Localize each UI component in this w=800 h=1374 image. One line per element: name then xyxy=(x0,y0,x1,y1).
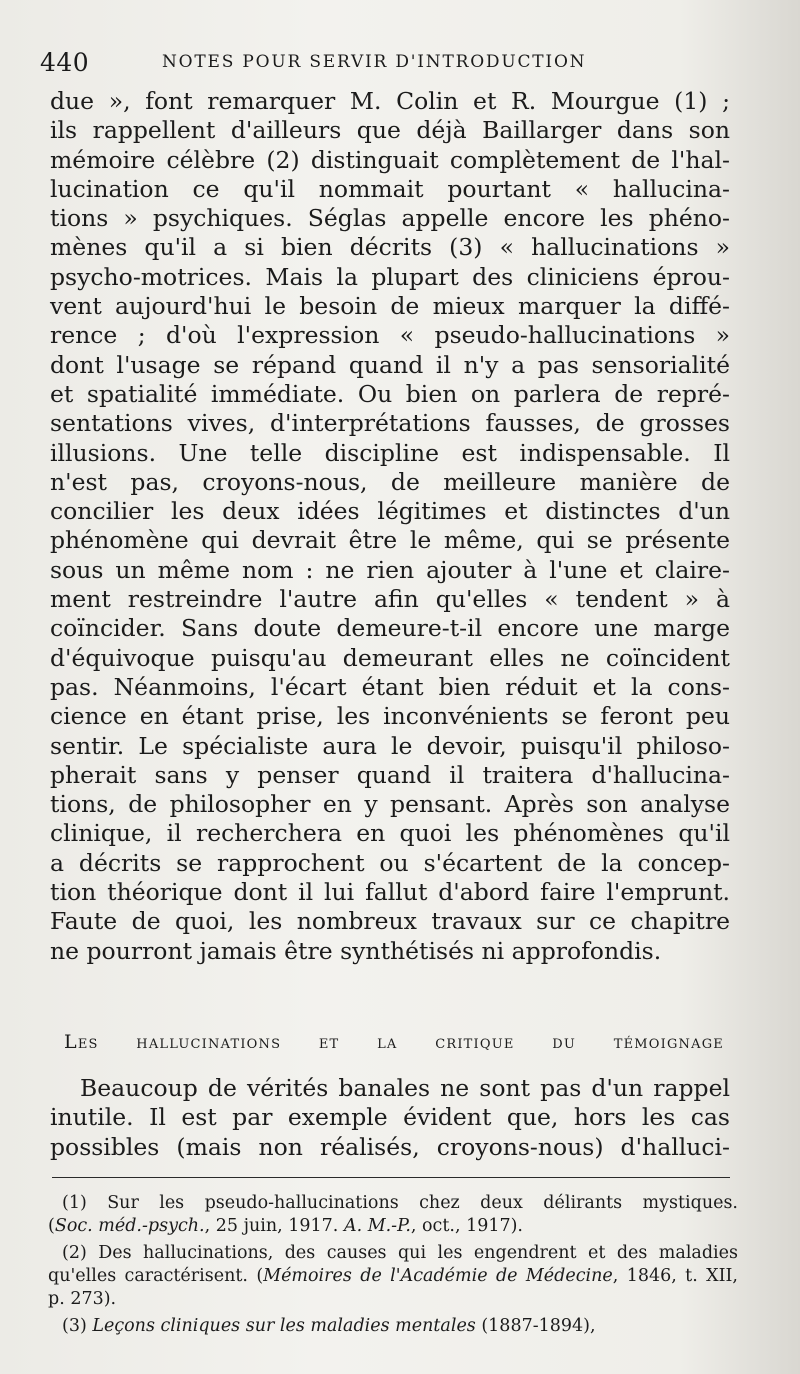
footnote-1-source: A. M.-P. xyxy=(343,1216,411,1236)
text-line: ne pourront jamais être synthétisés ni approfondis. xyxy=(50,936,662,965)
text-line: ment restreindre l'autre afin qu'elles « tendent » à xyxy=(50,585,730,614)
footnote-3-text: (3) xyxy=(62,1316,93,1336)
footnote-1-text: ( xyxy=(48,1216,55,1236)
footnote-3-text: (1887-1894), xyxy=(475,1316,596,1336)
text-line: phénomène qui devrait être le même, qui se présente xyxy=(50,526,730,555)
footnote-1-line xyxy=(48,1215,738,1238)
text-line: pherait sans y penser quand il traitera d'hallucina- xyxy=(50,760,730,789)
text-line: ils rappellent d'ailleurs que déjà Baillarger dans son xyxy=(50,116,730,145)
text-line: possibles (mais non réalisés, croyons-nous) d'halluci- xyxy=(50,1132,730,1161)
section-paragraph xyxy=(50,1074,730,1162)
text-line: coïncider. Sans doute demeure-t-il encore une marge xyxy=(50,614,730,643)
text-line: et spatialité immédiate. Ou bien on parlera de repré- xyxy=(50,379,730,408)
text-line: inutile. Il est par exemple évident que, hors les cas xyxy=(50,1103,730,1132)
text-line: tions » psychiques. Séglas appelle encore les phéno- xyxy=(50,204,730,233)
footnote-1-source: Soc. méd.-psych. xyxy=(54,1216,205,1236)
footnote-1-text: , oct., 1917). xyxy=(410,1216,523,1236)
footnote-3-source: Leçons cliniques sur les maladies mentales xyxy=(92,1316,476,1336)
text-line: Faute de quoi, les nombreux travaux sur ce chapitre xyxy=(50,907,730,936)
text-line: n'est pas, croyons-nous, de meilleure manière de xyxy=(50,467,730,496)
page-number: 440 xyxy=(40,48,90,77)
text-line: psycho-motrices. Mais la plupart des cliniciens éprou- xyxy=(50,262,730,291)
text-line: illusions. Une telle discipline est indispensable. Il xyxy=(50,438,730,467)
footnote-1-line: (1) Sur les pseudo-hallucinations chez deux délirants mystiques. xyxy=(62,1193,738,1213)
text-line: a décrits se rapprochent ou s'écartent de la concep- xyxy=(50,848,730,877)
main-paragraph xyxy=(50,87,730,966)
footnote-2-text: qu'elles caractérisent. ( xyxy=(48,1266,264,1286)
footnote-2-source: Mémoires de l'Académie de Médecine xyxy=(263,1266,613,1286)
text-line: dont l'usage se répand quand il n'y a pas sensorialité xyxy=(50,350,730,379)
footnote-rule xyxy=(52,1177,730,1178)
footnote-2-line: (2) Des hallucinations, des causes qui les engendrent et des maladies xyxy=(62,1243,738,1263)
text-line: clinique, il recherchera en quoi les phénomènes qu'il xyxy=(50,819,730,848)
footnote-2-line: p. 273). xyxy=(48,1289,117,1309)
text-line: sentations vives, d'interprétations fausses, de grosses xyxy=(50,409,730,438)
footnotes xyxy=(48,1192,738,1338)
text-line: sentir. Le spécialiste aura le devoir, puisqu'il philoso- xyxy=(50,731,730,760)
text-line: mémoire célèbre (2) distinguait complètement de l'hal- xyxy=(50,145,730,174)
text-line: concilier les deux idées légitimes et distinctes d'un xyxy=(50,497,730,526)
text-line: sous un même nom : ne rien ajouter à l'une et claire- xyxy=(50,555,730,584)
text-line: vent aujourd'hui le besoin de mieux marquer la diffé- xyxy=(50,292,730,321)
text-line: mènes qu'il a si bien décrits (3) « hallucinations » xyxy=(50,233,730,262)
text-line: rence ; d'où l'expression « pseudo-hallucinations » xyxy=(50,321,730,350)
section-heading: Les hallucinations et la critique du témoignage xyxy=(64,1031,724,1053)
text-line: d'équivoque puisqu'au demeurant elles ne coïncident xyxy=(50,643,730,672)
text-line: due », font remarquer M. Colin et R. Mourgue (1) ; xyxy=(50,87,730,115)
text-line: tion théorique dont il lui fallut d'abord faire l'emprunt. xyxy=(50,878,730,907)
text-line: tions, de philosopher en y pensant. Après son analyse xyxy=(50,790,730,819)
text-line: Beaucoup de vérités banales ne sont pas d'un rappel xyxy=(80,1074,730,1102)
footnote-2-text: , 1846, t. XII, xyxy=(612,1266,738,1286)
footnote-2-line xyxy=(48,1265,738,1288)
text-line: pas. Néanmoins, l'écart étant bien réduit et la cons- xyxy=(50,672,730,701)
footnote-1-text: , 25 juin, 1917. xyxy=(204,1216,344,1236)
text-line: lucination ce qu'il nommait pourtant « hallucina- xyxy=(50,174,730,203)
text-line: cience en étant prise, les inconvénients se feront peu xyxy=(50,702,730,731)
page-header xyxy=(40,48,740,84)
running-head: NOTES POUR SERVIR D'INTRODUCTION xyxy=(162,52,587,72)
footnote-3-line xyxy=(48,1315,738,1338)
